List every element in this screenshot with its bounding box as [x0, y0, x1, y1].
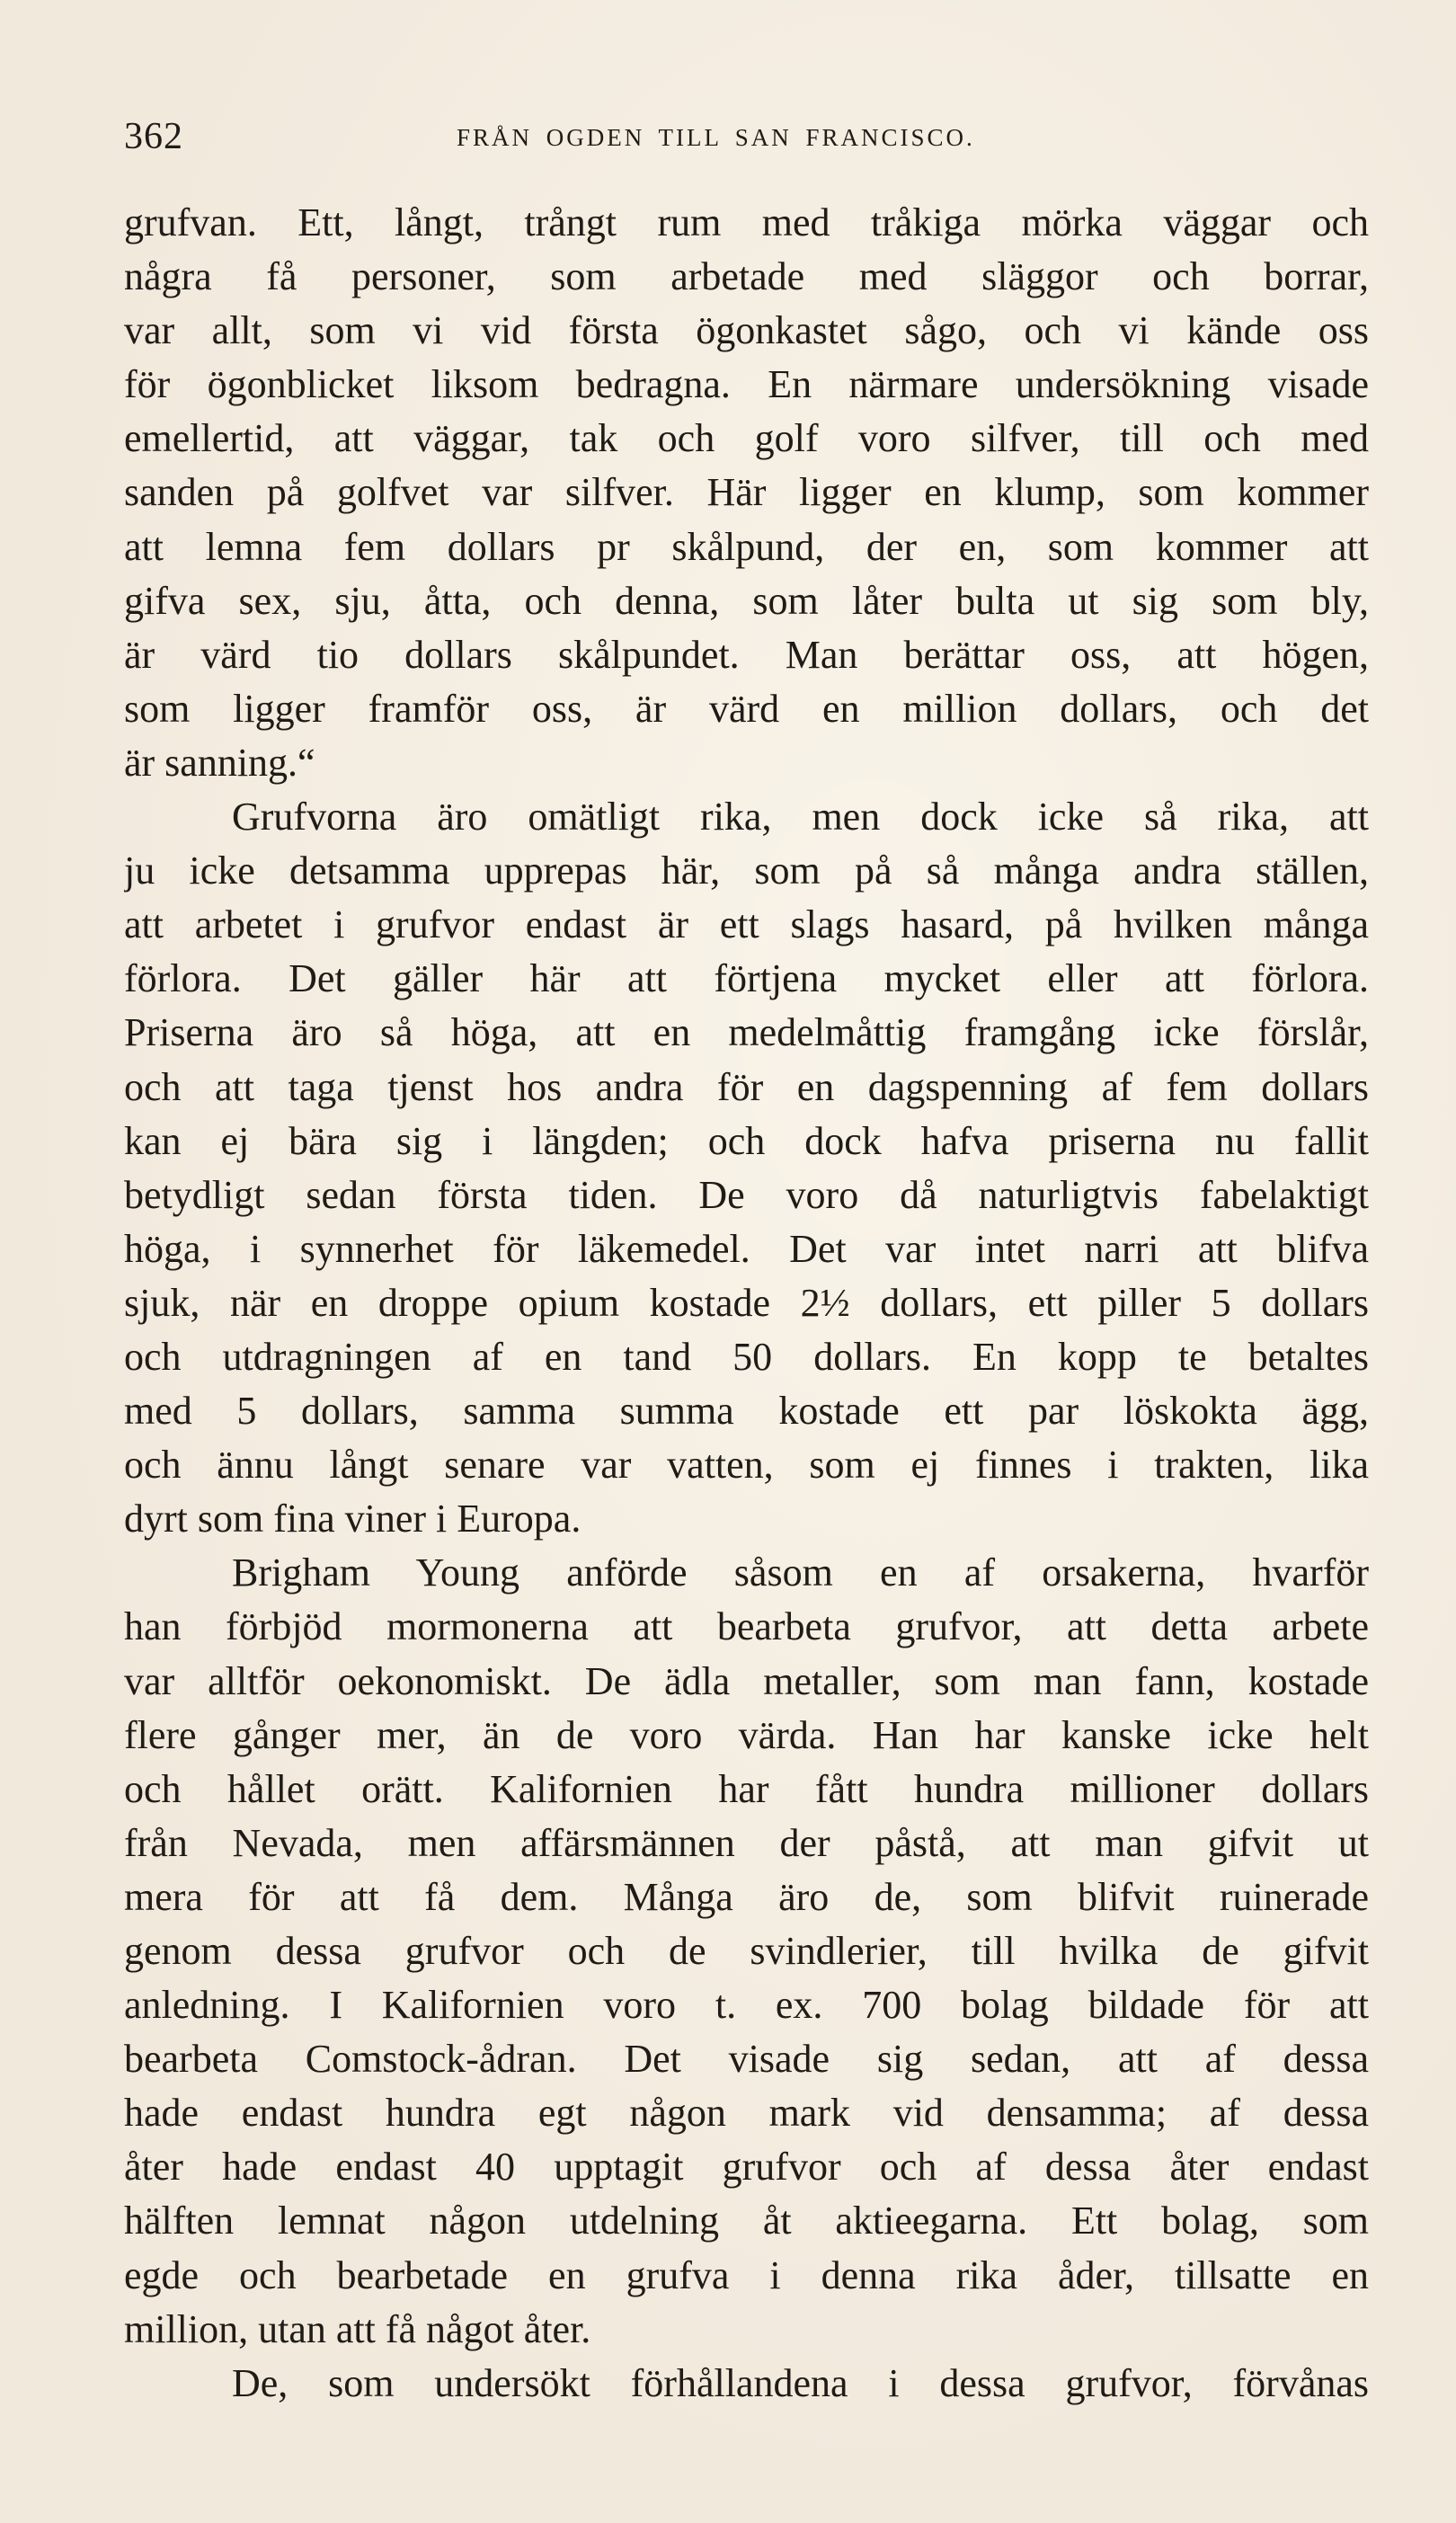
- text-line: åter hade endast 40 upptagit grufvor och af dessa åter endast: [124, 2145, 1369, 2190]
- text-line: och utdragningen af en tand 50 dollars. En kopp te betaltes: [124, 1334, 1369, 1379]
- text-line: sanden på golfvet var silfver. Här ligger en klump, som kommer: [124, 470, 1369, 515]
- text-line: emellertid, att väggar, tak och golf voro silfver, till och med: [124, 416, 1369, 461]
- text-line: bearbeta Comstock-ådran. Det visade sig sedan, att af dessa: [124, 2037, 1369, 2082]
- paragraph: [124, 1546, 1369, 2356]
- text-line: grufvan. Ett, långt, trångt rum med tråkiga mörka väggar och: [124, 200, 1369, 244]
- page-header: [124, 115, 1369, 169]
- text-line: ju icke detsamma upprepas här, som på så många andra ställen,: [124, 848, 1369, 893]
- text-line: genom dessa grufvor och de svindlerier, till hvilka de gifvit: [124, 1929, 1369, 1973]
- page-number: 362: [124, 116, 183, 157]
- text-line: för ögonblicket liksom bedragna. En närmare undersökning visade: [124, 362, 1369, 407]
- text-line: var allt, som vi vid första ögonkastet sågo, och vi kände oss: [124, 308, 1369, 353]
- text-line: De, som undersökt förhållandena i dessa grufvor, förvånas: [232, 2360, 1369, 2405]
- text-line: var alltför oekonomiskt. De ädla metaller, som man fann, kostade: [124, 1658, 1369, 1703]
- text-line: betydligt sedan första tiden. De voro då naturligtvis fabelaktigt: [124, 1172, 1369, 1217]
- text-line: är sanning.“: [124, 740, 315, 785]
- text-line: flere gånger mer, än de voro värda. Han har kanske icke helt: [124, 1712, 1369, 1757]
- paragraph: [124, 790, 1369, 1546]
- text-line: Priserna äro så höga, att en medelmåttig framgång icke förslår,: [124, 1010, 1369, 1055]
- body-text: [124, 196, 1369, 2411]
- text-line: mera för att få dem. Många äro de, som blifvit ruinerade: [124, 1874, 1369, 1919]
- text-line: sjuk, när en droppe opium kostade 2½ dollars, ett piller 5 dollars: [124, 1280, 1369, 1325]
- text-line: att arbetet i grufvor endast är ett slags hasard, på hvilken många: [124, 902, 1369, 947]
- text-line: förlora. Det gäller här att förtjena mycket eller att förlora.: [124, 956, 1369, 1001]
- text-line: million, utan att få något åter.: [124, 2306, 591, 2351]
- paragraph: [124, 2357, 1369, 2411]
- text-line: gifva sex, sju, åtta, och denna, som låter bulta ut sig som bly,: [124, 578, 1369, 623]
- text-line: Brigham Young anförde såsom en af orsakerna, hvarför: [232, 1550, 1369, 1595]
- text-line: hade endast hundra egt någon mark vid densamma; af dessa: [124, 2091, 1369, 2136]
- text-line: att lemna fem dollars pr skålpund, der en, som kommer att: [124, 524, 1369, 569]
- text-line: anledning. I Kalifornien voro t. ex. 700 bolag bildade för att: [124, 1983, 1369, 2028]
- text-line: några få personer, som arbetade med släggor och borrar,: [124, 254, 1369, 299]
- text-line: från Nevada, men affärsmännen der påstå, att man gifvit ut: [124, 1820, 1369, 1865]
- text-line: hälften lemnat någon utdelning åt aktieegarna. Ett bolag, som: [124, 2199, 1369, 2243]
- text-line: och att taga tjenst hos andra för en dagspenning af fem dollars: [124, 1064, 1369, 1109]
- text-line: är värd tio dollars skålpundet. Man berättar oss, att högen,: [124, 632, 1369, 677]
- text-line: med 5 dollars, samma summa kostade ett par löskokta ägg,: [124, 1389, 1369, 1434]
- running-head: FRÅN OGDEN TILL SAN FRANCISCO.: [457, 124, 975, 151]
- text-line: och ännu långt senare var vatten, som ej finnes i trakten, lika: [124, 1443, 1369, 1488]
- text-line: egde och bearbetade en grufva i denna rika åder, tillsatte en: [124, 2252, 1369, 2297]
- text-line: dyrt som fina viner i Europa.: [124, 1497, 582, 1541]
- text-line: som ligger framför oss, är värd en million dollars, och det: [124, 686, 1369, 731]
- paragraph: [124, 196, 1369, 790]
- text-line: och hållet orätt. Kalifornien har fått hundra millioner dollars: [124, 1766, 1369, 1811]
- text-line: han förbjöd mormonerna att bearbeta grufvor, att detta arbete: [124, 1604, 1369, 1649]
- text-line: kan ej bära sig i längden; och dock hafva priserna nu fallit: [124, 1118, 1369, 1163]
- text-line: Grufvorna äro omätligt rika, men dock icke så rika, att: [232, 795, 1369, 840]
- text-line: höga, i synnerhet för läkemedel. Det var intet narri att blifva: [124, 1226, 1369, 1271]
